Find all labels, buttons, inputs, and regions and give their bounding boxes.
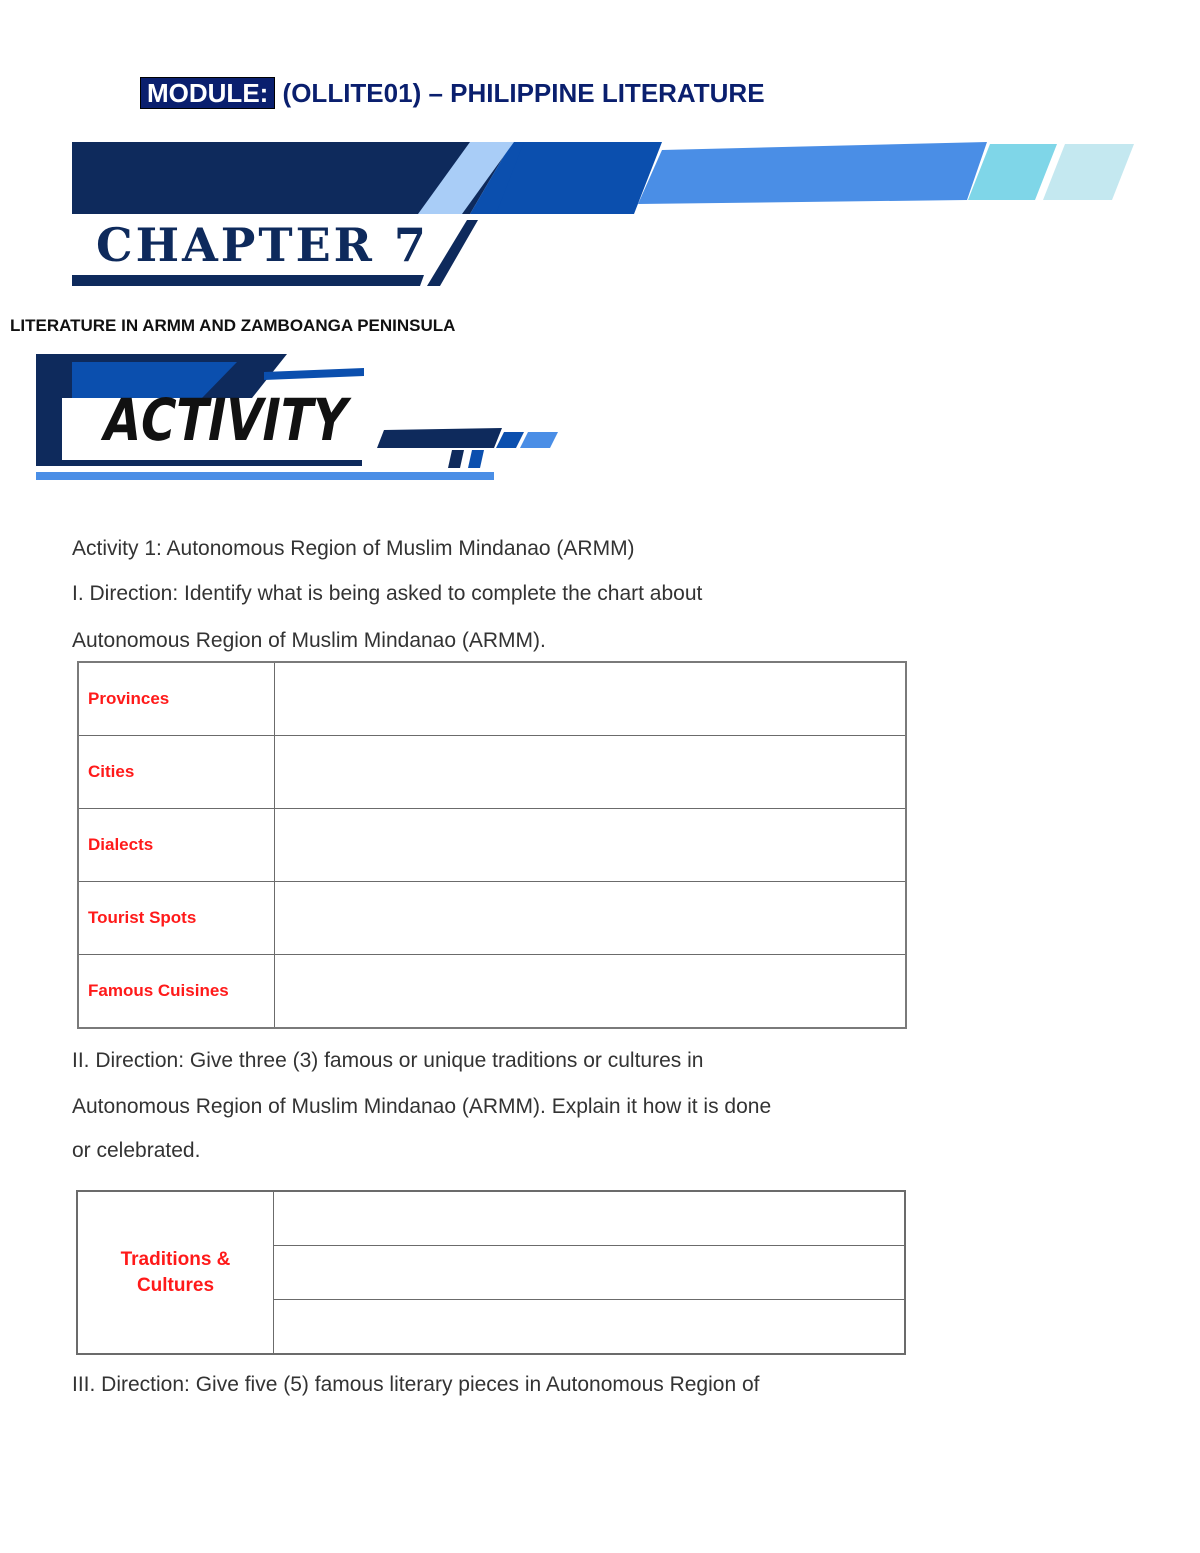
table-row [78,955,906,1029]
row-label-cities: Cities [78,736,275,809]
direction-1-line-2: Autonomous Region of Muslim Mindanao (ARMM). [72,629,546,652]
answer-cell-tourist-spots[interactable] [275,882,907,955]
traditions-label [77,1191,274,1354]
module-title: (OLLITE01) – PHILIPPINE LITERATURE [275,78,765,108]
row-label-famous-cuisines: Famous Cuisines [78,955,275,1029]
tradition-answer-1[interactable] [274,1191,906,1246]
table-row [77,1191,905,1246]
table-row [78,736,906,809]
traditions-table [76,1190,906,1355]
traditions-label-line-2: Cultures [136,1274,215,1296]
direction-2-line-2: Autonomous Region of Muslim Mindanao (ARMM). Explain it how it is done [72,1095,772,1118]
armm-chart-table [77,661,907,1029]
answer-cell-dialects[interactable] [275,809,907,882]
module-label: MODULE: [140,77,275,109]
table-row [78,809,906,882]
table-row [78,882,906,955]
direction-2-line-3: or celebrated. [72,1139,201,1162]
row-label-tourist-spots: Tourist Spots [78,882,275,955]
chapter-title: CHAPTER 7 [96,218,429,272]
chapter-subtitle: LITERATURE IN ARMM AND ZAMBOANGA PENINSULA [10,316,456,335]
table-row [78,662,906,736]
answer-cell-provinces[interactable] [275,662,907,736]
row-label-dialects: Dialects [78,809,275,882]
row-label-provinces: Provinces [78,662,275,736]
direction-3-line-1: III. Direction: Give five (5) famous literary pieces in Autonomous Region of [72,1373,760,1396]
answer-cell-famous-cuisines[interactable] [275,955,907,1029]
traditions-label-line-1: Traditions & [120,1248,231,1270]
tradition-answer-3[interactable] [274,1300,906,1355]
activity-heading: Activity 1: Autonomous Region of Muslim Mindanao (ARMM) [72,537,635,560]
direction-1-line-1: I. Direction: Identify what is being asked to complete the chart about [72,582,703,605]
module-header [140,78,765,109]
direction-2-line-1: II. Direction: Give three (3) famous or unique traditions or cultures in [72,1049,704,1072]
activity-title: ACTIVITY [98,386,354,454]
tradition-answer-2[interactable] [274,1246,906,1300]
answer-cell-cities[interactable] [275,736,907,809]
